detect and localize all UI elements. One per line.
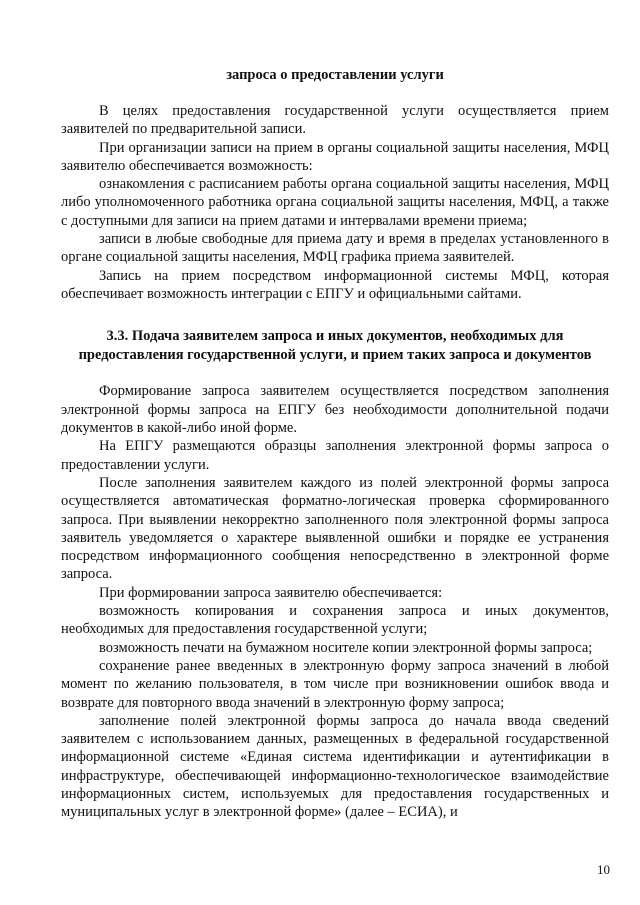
section-heading: 3.3. Подача заявителем запроса и иных документов, необходимых для предоставления государственной услуги, и прием таких запроса и документов: [78, 328, 592, 363]
paragraph: При организации записи на прием в органы социальной защиты населения, МФЦ заявителю обеспечивается возможность:: [61, 139, 609, 174]
paragraph: заполнение полей электронной формы запроса до начала ввода сведений заявителем с использованием данных, размещенных в федеральной государственной информационной системе «Единая система идентификации и аутентификации в инфраструктуре, обеспечивающей информационно-технологическое взаимодействие информационных систем, используемых для предоставления государственных и муниципальных услуг в электронной форме» (далее – ЕСИА), и: [61, 712, 609, 821]
paragraph: Формирование запроса заявителем осуществляется посредством заполнения электронной формы запроса на ЕПГУ без необходимости дополнительной подачи документов в какой-либо иной форме.: [61, 383, 609, 437]
paragraph-block-2: [61, 382, 609, 821]
paragraph: возможность копирования и сохранения запроса и иных документов, необходимых для предоставления государственной услуги;: [61, 603, 609, 638]
top-heading: запроса о предоставлении услуги: [226, 67, 444, 83]
paragraph: После заполнения заявителем каждого из полей электронной формы запроса осуществляется автоматическая форматно-логическая проверка сформированного запроса. При выявлении некорректно заполненного поля электронной формы запроса заявитель уведомляется о характере выявленной ошибки и порядке ее устранения посредством информационного сообщения непосредственно в электронной форме запроса.: [61, 474, 609, 583]
paragraph: При формировании запроса заявителю обеспечивается:: [99, 584, 443, 601]
paragraph: сохранение ранее введенных в электронную форму запроса значений в любой момент по желанию пользователя, в том числе при возникновении ошибок ввода и возврате для повторного ввода значений в электронную форму запроса;: [61, 657, 609, 711]
paragraph-block-1: [61, 102, 609, 303]
paragraph: возможность печати на бумажном носителе копии электронной формы запроса;: [99, 639, 593, 656]
paragraph: Запись на прием посредством информационной системы МФЦ, которая обеспечивает возможность интеграции с ЕПГУ и официальными сайтами.: [61, 267, 609, 302]
page-number: 10: [597, 862, 610, 877]
paragraph: записи в любые свободные для приема дату и время в пределах установленного в органе социальной защиты населения, МФЦ графика приема заявителей.: [61, 231, 609, 266]
paragraph: В целях предоставления государственной услуги осуществляется прием заявителей по предварительной записи.: [61, 103, 609, 138]
paragraph: ознакомления с расписанием работы органа социальной защиты населения, МФЦ либо уполномоченного работника органа социальной защиты населения, МФЦ, а также с доступными для записи на прием датами и интервалами времени приема;: [61, 176, 609, 229]
paragraph: На ЕПГУ размещаются образцы заполнения электронной формы запроса о предоставлении услуги.: [61, 438, 609, 473]
page-content: [61, 66, 609, 822]
